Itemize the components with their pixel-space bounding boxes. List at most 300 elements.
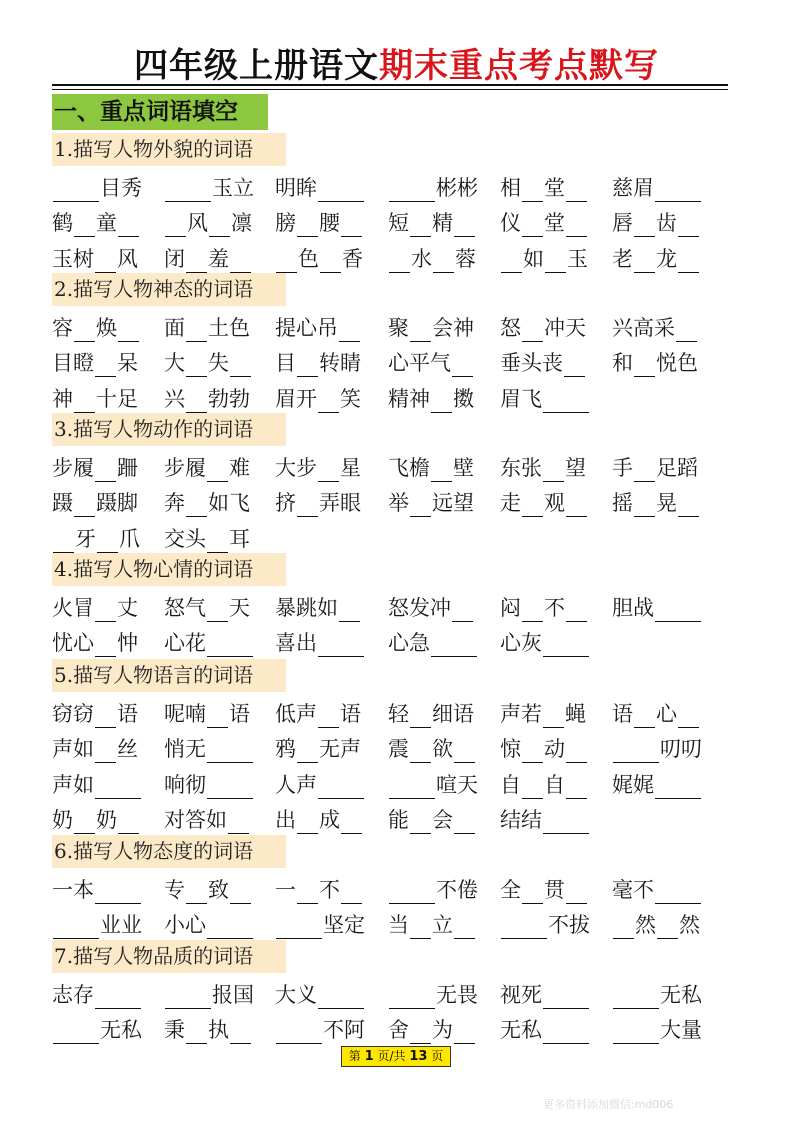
answer-blank[interactable] — [341, 813, 362, 834]
word-fragment: 面 — [164, 316, 185, 340]
answer-blank[interactable] — [318, 636, 364, 657]
answer-blank[interactable] — [522, 496, 543, 517]
word-fragment: 惊 — [500, 737, 521, 762]
answer-blank[interactable] — [410, 918, 431, 939]
word-row — [52, 623, 732, 657]
word-fragment: 垂头丧 — [500, 351, 563, 376]
answer-blank[interactable] — [543, 1023, 589, 1044]
answer-blank[interactable] — [501, 918, 547, 939]
word-fragment: 叨叨 — [660, 737, 702, 762]
word-fragment: 堂 — [544, 211, 565, 236]
fill-blank-item — [275, 308, 361, 342]
word-fragment: 凛 — [231, 211, 252, 236]
answer-blank[interactable] — [228, 813, 249, 834]
word-fragment: 蝇 — [565, 702, 586, 726]
word-fragment: 勃勃 — [208, 386, 250, 411]
word-fragment: 声如 — [52, 737, 94, 762]
answer-blank[interactable] — [613, 918, 634, 939]
answer-blank[interactable] — [678, 216, 699, 237]
word-fragment: 响彻 — [164, 772, 206, 797]
word-fragment: 自 — [544, 772, 565, 797]
answer-blank[interactable] — [186, 1023, 207, 1044]
answer-blank[interactable] — [297, 496, 318, 517]
word-fragment: 出 — [275, 807, 296, 832]
answer-blank[interactable] — [566, 181, 587, 202]
word-fragment: 语 — [229, 702, 250, 726]
fill-blank-item — [500, 975, 590, 1009]
word-fragment: 忡 — [117, 631, 138, 656]
answer-blank[interactable] — [318, 181, 364, 202]
answer-blank[interactable] — [339, 601, 360, 622]
answer-blank[interactable] — [95, 778, 141, 799]
word-fragment: 心 — [656, 702, 677, 726]
answer-blank[interactable] — [522, 181, 543, 202]
word-fragment: 一本 — [52, 878, 94, 902]
fill-blank-item — [388, 870, 478, 904]
fill-blank-item — [388, 308, 474, 342]
answer-blank[interactable] — [186, 356, 207, 377]
answer-blank[interactable] — [53, 181, 99, 202]
answer-blank[interactable] — [655, 883, 701, 904]
fill-blank-item — [164, 623, 254, 657]
word-fragment: 晃 — [656, 491, 677, 516]
word-fragment: 大量 — [660, 1018, 702, 1043]
answer-blank[interactable] — [276, 1023, 322, 1044]
answer-blank[interactable] — [207, 636, 253, 657]
answer-blank[interactable] — [276, 252, 297, 273]
word-fragment: 目秀 — [100, 176, 142, 200]
fill-blank-item — [500, 905, 590, 939]
fill-blank-item — [52, 623, 138, 657]
answer-blank[interactable] — [522, 883, 543, 904]
answer-blank[interactable] — [95, 988, 141, 1009]
answer-blank[interactable] — [230, 883, 251, 904]
fill-blank-item — [52, 239, 138, 273]
word-fragment: 娓娓 — [612, 772, 654, 797]
word-fragment: 步履 — [164, 456, 206, 480]
word-fragment: 声如 — [52, 772, 94, 797]
answer-blank[interactable] — [410, 813, 431, 834]
word-fragment: 东张 — [500, 456, 542, 480]
answer-blank[interactable] — [276, 918, 322, 939]
answer-blank[interactable] — [320, 252, 341, 273]
word-fragment: 挤 — [275, 491, 296, 516]
answer-blank[interactable] — [613, 1023, 659, 1044]
fill-blank-item — [275, 870, 363, 904]
word-fragment: 当 — [388, 913, 409, 938]
answer-blank[interactable] — [230, 356, 251, 377]
word-fragment: 精神 — [388, 386, 430, 411]
word-fragment: 羞 — [208, 246, 229, 271]
fill-blank-item — [388, 1010, 476, 1044]
fill-blank-item — [164, 588, 250, 622]
answer-blank[interactable] — [389, 252, 410, 273]
answer-blank[interactable] — [297, 742, 318, 763]
answer-blank[interactable] — [207, 778, 253, 799]
word-fragment: 业业 — [100, 913, 142, 938]
word-fragment: 奶 — [96, 807, 117, 832]
word-row — [52, 905, 732, 939]
fill-blank-item — [52, 308, 140, 342]
fill-blank-item — [164, 1010, 252, 1044]
fill-blank-item — [388, 765, 478, 799]
answer-blank[interactable] — [454, 742, 475, 763]
fill-blank-item — [500, 203, 588, 237]
answer-blank[interactable] — [452, 356, 473, 377]
answer-blank[interactable] — [522, 742, 543, 763]
answer-blank[interactable] — [634, 216, 655, 237]
word-fragment: 然 — [679, 913, 700, 938]
word-fragment: 和 — [612, 351, 633, 376]
fill-blank-item — [500, 343, 586, 377]
word-fragment: 望 — [565, 456, 586, 480]
answer-blank[interactable] — [186, 392, 207, 413]
answer-blank[interactable] — [613, 742, 659, 763]
watermark: 更多资料添加微信:md006 — [543, 1098, 674, 1111]
answer-blank[interactable] — [678, 707, 699, 728]
word-fragment: 毫不 — [612, 878, 654, 902]
word-fragment: 全 — [500, 878, 521, 902]
word-fragment: 兴高采 — [612, 316, 675, 340]
answer-blank[interactable] — [678, 252, 699, 273]
fill-blank-item — [275, 765, 365, 799]
answer-blank[interactable] — [410, 496, 431, 517]
word-fragment: 风 — [187, 211, 208, 236]
answer-blank[interactable] — [297, 813, 318, 834]
answer-blank[interactable] — [165, 181, 211, 202]
answer-blank[interactable] — [389, 883, 435, 904]
word-fragment: 慈眉 — [612, 176, 654, 200]
answer-blank[interactable] — [297, 356, 318, 377]
word-fragment: 心急 — [388, 631, 430, 656]
word-fragment: 玉立 — [212, 176, 254, 200]
answer-blank[interactable] — [634, 356, 655, 377]
word-row — [52, 483, 732, 517]
answer-blank[interactable] — [186, 321, 207, 342]
word-fragment: 呆 — [117, 351, 138, 376]
answer-blank[interactable] — [341, 883, 362, 904]
word-fragment: 小心 — [164, 913, 206, 938]
answer-blank[interactable] — [431, 636, 477, 657]
fill-blank-item — [388, 623, 478, 657]
category-heading: 5.描写人物语言的词语 — [52, 659, 286, 692]
answer-blank[interactable] — [207, 532, 228, 553]
word-fragment: 人声 — [275, 772, 317, 797]
answer-blank[interactable] — [74, 321, 95, 342]
word-fragment: 牙 — [75, 526, 96, 551]
answer-blank[interactable] — [95, 707, 116, 728]
answer-blank[interactable] — [318, 707, 339, 728]
answer-blank[interactable] — [545, 252, 566, 273]
word-fragment: 自 — [500, 772, 521, 797]
answer-blank[interactable] — [209, 216, 230, 237]
answer-blank[interactable] — [207, 461, 228, 482]
word-fragment: 交头 — [164, 526, 206, 551]
answer-blank[interactable] — [431, 461, 452, 482]
word-fragment: 舍 — [388, 1018, 409, 1043]
answer-blank[interactable] — [186, 252, 207, 273]
category-heading: 7.描写人物品质的词语 — [52, 940, 286, 973]
fill-blank-item — [275, 588, 361, 622]
word-fragment: 眉开 — [275, 386, 317, 411]
word-fragment: 转睛 — [319, 351, 361, 376]
word-fragment: 土色 — [208, 316, 250, 340]
fill-blank-item — [612, 448, 698, 482]
fill-blank-item — [164, 729, 254, 763]
answer-blank[interactable] — [95, 356, 116, 377]
word-fragment: 一 — [275, 878, 296, 902]
fill-blank-item — [612, 905, 700, 939]
answer-blank[interactable] — [207, 707, 228, 728]
word-fragment: 语 — [612, 702, 633, 726]
word-fragment: 贯 — [544, 878, 565, 902]
answer-blank[interactable] — [207, 742, 253, 763]
word-fragment: 语 — [117, 702, 138, 726]
answer-blank[interactable] — [165, 988, 211, 1009]
answer-blank[interactable] — [613, 988, 659, 1009]
answer-blank[interactable] — [297, 883, 318, 904]
word-row — [52, 1010, 732, 1044]
answer-blank[interactable] — [318, 988, 364, 1009]
answer-blank[interactable] — [74, 392, 95, 413]
answer-blank[interactable] — [566, 496, 587, 517]
answer-blank[interactable] — [566, 778, 587, 799]
word-fragment: 堂 — [544, 176, 565, 200]
fill-blank-item — [500, 239, 588, 273]
answer-blank[interactable] — [433, 252, 454, 273]
fill-blank-item — [388, 975, 478, 1009]
word-fragment: 语 — [340, 702, 361, 726]
fill-blank-item — [275, 905, 365, 939]
fill-blank-item — [388, 379, 474, 413]
word-fragment: 难 — [229, 456, 250, 480]
page-prefix: 第 — [348, 1049, 361, 1063]
answer-blank[interactable] — [389, 988, 435, 1009]
answer-blank[interactable] — [318, 778, 364, 799]
word-fragment: 壁 — [453, 456, 474, 480]
answer-blank[interactable] — [74, 813, 95, 834]
answer-blank[interactable] — [95, 252, 116, 273]
fill-blank-item — [388, 905, 476, 939]
fill-blank-item — [388, 483, 474, 517]
word-fragment: 彬彬 — [436, 176, 478, 200]
answer-blank[interactable] — [74, 216, 95, 237]
word-row — [52, 519, 732, 553]
answer-blank[interactable] — [454, 216, 475, 237]
answer-blank[interactable] — [564, 356, 585, 377]
word-fragment: 丝 — [117, 737, 138, 762]
word-fragment: 闷 — [500, 596, 521, 620]
word-fragment: 怒气 — [164, 596, 206, 620]
answer-blank[interactable] — [230, 252, 251, 273]
answer-blank[interactable] — [410, 321, 431, 342]
answer-blank[interactable] — [95, 461, 116, 482]
word-fragment: 腰 — [319, 211, 340, 236]
word-row — [52, 975, 732, 1009]
answer-blank[interactable] — [655, 181, 701, 202]
word-fragment: 秉 — [164, 1018, 185, 1043]
fill-blank-item — [164, 343, 252, 377]
answer-blank[interactable] — [97, 532, 118, 553]
answer-blank[interactable] — [230, 1023, 251, 1044]
answer-blank[interactable] — [53, 918, 99, 939]
answer-blank[interactable] — [634, 496, 655, 517]
word-fragment: 提心吊 — [275, 316, 338, 340]
fill-blank-item — [164, 448, 250, 482]
fill-blank-item — [275, 800, 363, 834]
answer-blank[interactable] — [341, 216, 362, 237]
word-fragment: 无畏 — [436, 983, 478, 1007]
answer-blank[interactable] — [410, 707, 431, 728]
answer-blank[interactable] — [657, 918, 678, 939]
answer-blank[interactable] — [566, 216, 587, 237]
word-fragment: 色 — [298, 246, 319, 271]
page-title — [0, 44, 793, 88]
word-fragment: 志存 — [52, 983, 94, 1007]
answer-blank[interactable] — [207, 601, 228, 622]
word-fragment: 走 — [500, 491, 521, 516]
answer-blank[interactable] — [566, 601, 587, 622]
answer-blank[interactable] — [207, 918, 253, 939]
answer-blank[interactable] — [186, 496, 207, 517]
word-fragment: 鸦 — [275, 737, 296, 762]
word-row — [52, 729, 732, 763]
word-fragment: 兴 — [164, 386, 185, 411]
answer-blank[interactable] — [95, 636, 116, 657]
answer-blank[interactable] — [634, 252, 655, 273]
answer-blank[interactable] — [118, 813, 139, 834]
word-fragment: 心平气 — [388, 351, 451, 376]
word-fragment: 奶 — [52, 807, 73, 832]
word-row — [52, 588, 732, 622]
fill-blank-item — [500, 168, 588, 202]
fill-blank-item — [52, 343, 138, 377]
answer-blank[interactable] — [543, 707, 564, 728]
fill-blank-item — [52, 870, 142, 904]
answer-blank[interactable] — [118, 216, 139, 237]
answer-blank[interactable] — [543, 636, 589, 657]
answer-blank[interactable] — [655, 601, 701, 622]
fill-blank-item — [52, 588, 138, 622]
answer-blank[interactable] — [431, 392, 452, 413]
word-fragment: 如飞 — [208, 491, 250, 516]
answer-blank[interactable] — [389, 778, 435, 799]
answer-blank[interactable] — [678, 496, 699, 517]
fill-blank-item — [164, 239, 252, 273]
word-fragment: 火冒 — [52, 596, 94, 620]
answer-blank[interactable] — [454, 918, 475, 939]
fill-blank-item — [612, 729, 702, 763]
answer-blank[interactable] — [95, 883, 141, 904]
word-fragment: 膀 — [275, 211, 296, 236]
word-fragment: 星 — [340, 456, 361, 480]
answer-blank[interactable] — [543, 988, 589, 1009]
fill-blank-item — [275, 623, 365, 657]
word-row — [52, 800, 732, 834]
answer-blank[interactable] — [410, 1023, 431, 1044]
answer-blank[interactable] — [566, 742, 587, 763]
word-fragment: 水 — [411, 246, 432, 271]
fill-blank-item — [500, 765, 588, 799]
answer-blank[interactable] — [318, 392, 339, 413]
answer-blank[interactable] — [543, 813, 589, 834]
fill-blank-item — [275, 483, 361, 517]
answer-blank[interactable] — [318, 461, 339, 482]
answer-blank[interactable] — [95, 601, 116, 622]
answer-blank[interactable] — [501, 252, 522, 273]
fill-blank-item — [52, 694, 138, 728]
answer-blank[interactable] — [454, 813, 475, 834]
word-fragment: 香 — [342, 246, 363, 271]
word-fragment: 悄无 — [164, 737, 206, 762]
answer-blank[interactable] — [165, 216, 186, 237]
word-fragment: 怒发冲 — [388, 596, 451, 620]
answer-blank[interactable] — [543, 461, 564, 482]
word-row — [52, 203, 732, 237]
answer-blank[interactable] — [522, 216, 543, 237]
fill-blank-item — [388, 800, 476, 834]
answer-blank[interactable] — [566, 883, 587, 904]
answer-blank[interactable] — [95, 742, 116, 763]
answer-blank[interactable] — [522, 321, 543, 342]
word-fragment: 如 — [523, 246, 544, 271]
fill-blank-item — [164, 905, 254, 939]
answer-blank[interactable] — [118, 321, 139, 342]
fill-blank-item — [52, 483, 138, 517]
answer-blank[interactable] — [410, 742, 431, 763]
answer-blank[interactable] — [53, 532, 74, 553]
word-fragment: 立 — [432, 913, 453, 938]
answer-blank[interactable] — [676, 321, 697, 342]
fill-blank-item — [52, 1010, 142, 1044]
fill-blank-item — [500, 588, 588, 622]
answer-blank[interactable] — [410, 216, 431, 237]
word-fragment: 目瞪 — [52, 351, 94, 376]
answer-blank[interactable] — [454, 1023, 475, 1044]
answer-blank[interactable] — [634, 461, 655, 482]
fill-blank-item — [275, 729, 361, 763]
word-fragment: 坚定 — [323, 913, 365, 938]
answer-blank[interactable] — [655, 778, 701, 799]
word-fragment: 手 — [612, 456, 633, 480]
answer-blank[interactable] — [186, 883, 207, 904]
section-heading: 一、重点词语填空 — [52, 94, 268, 130]
category-heading: 1.描写人物外貌的词语 — [52, 133, 286, 166]
answer-blank[interactable] — [522, 601, 543, 622]
word-fragment: 对答如 — [164, 807, 227, 832]
category-heading: 4.描写人物心情的词语 — [52, 553, 286, 586]
fill-blank-item — [164, 765, 254, 799]
answer-blank[interactable] — [634, 707, 655, 728]
word-fragment: 明眸 — [275, 176, 317, 200]
answer-blank[interactable] — [543, 392, 589, 413]
answer-blank[interactable] — [339, 321, 360, 342]
fill-blank-item — [612, 203, 700, 237]
answer-blank[interactable] — [522, 778, 543, 799]
word-fragment: 蹑 — [52, 491, 73, 516]
answer-blank[interactable] — [53, 1023, 99, 1044]
answer-blank[interactable] — [389, 181, 435, 202]
word-fragment: 唇 — [612, 211, 633, 236]
category-heading: 2.描写人物神态的词语 — [52, 273, 286, 306]
word-fragment: 眉飞 — [500, 386, 542, 411]
answer-blank[interactable] — [452, 601, 473, 622]
answer-blank[interactable] — [297, 216, 318, 237]
answer-blank[interactable] — [74, 496, 95, 517]
fill-blank-item — [500, 694, 586, 728]
word-fragment: 不倦 — [436, 878, 478, 902]
fill-blank-item — [52, 800, 140, 834]
